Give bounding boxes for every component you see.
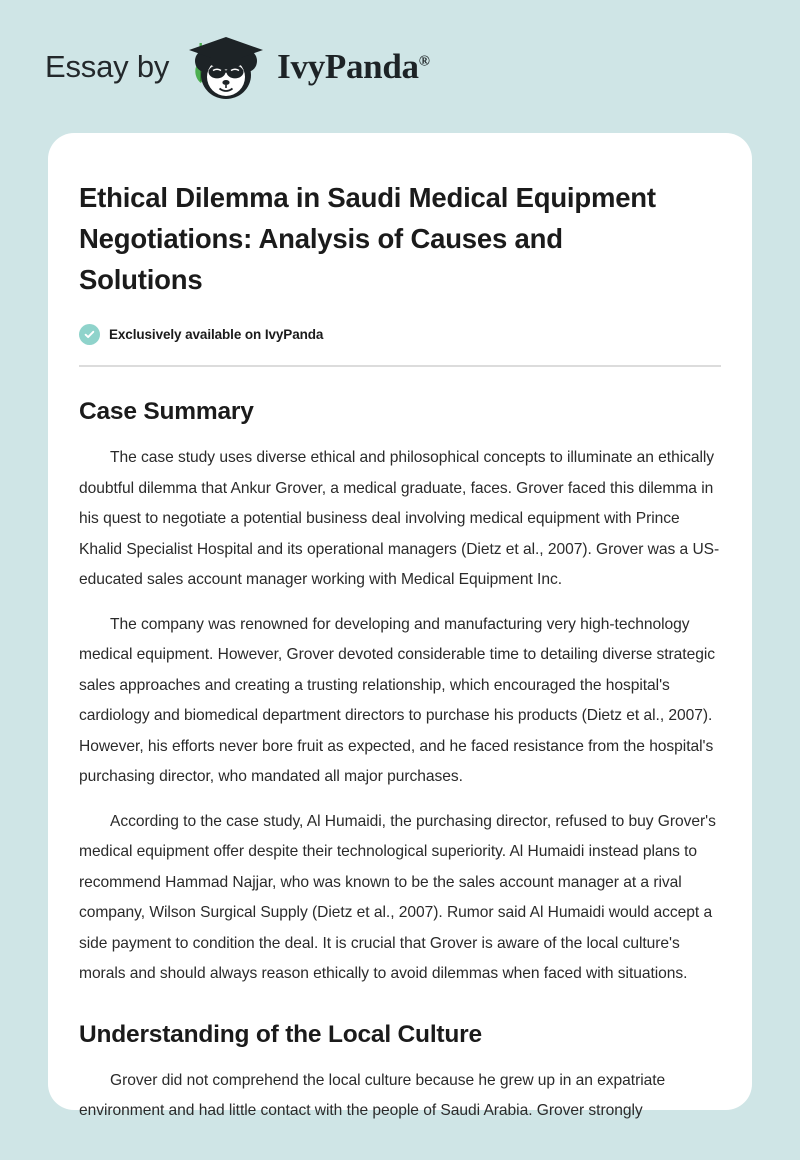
page-title: Ethical Dilemma in Saudi Medical Equipment Negotiations: Analysis of Causes and Solutions: [79, 182, 656, 295]
paragraph: The case study uses diverse ethical and philosophical concepts to illuminate an ethically doubtful dilemma that Ankur Grover, a medical graduate, faces. Grover faced this dilemma in his quest to negotiate a potential business deal involving medical equipment with Prince Khalid Specialist Hospital and its operational managers (Dietz et al., 2007). Grover was a US-educated sales account manager working with Medical Equipment Inc.: [79, 449, 720, 588]
section-heading-case-summary: Case Summary: [79, 398, 254, 425]
ivypanda-wordmark: [277, 49, 429, 84]
title-divider: [79, 365, 721, 367]
essay-by-label: Essay by: [45, 49, 170, 84]
exclusivity-badge-label: Exclusively available on IvyPanda: [109, 327, 324, 342]
paragraph: Grover did not comprehend the local culture because he grew up in an expatriate environment and had little contact with the people of Saudi Arabia. Grover strongly: [79, 1071, 666, 1119]
ivypanda-brand-lockup[interactable]: [45, 31, 430, 103]
exclusivity-badge: [79, 324, 721, 345]
essay-card: [48, 133, 752, 1119]
paragraph: According to the case study, Al Humaidi, the purchasing director, refused to buy Grover's medical equipment offer despite their technological superiority. Al Humaidi instead plans to recommend Hammad Najjar, who was known to be the sales account manager at a rival company, Wilson Surgical Supply (Dietz et al., 2007). Rumor said Al Humaidi would accept a side payment to condition the deal. It is crucial that Grover is aware of the local culture's morals and should always reason ethically to avoid dilemmas when faced with situations.: [79, 812, 716, 982]
registered-mark: ®: [418, 53, 430, 70]
site-header: [0, 0, 800, 133]
panda-graduate-logo-icon: [183, 31, 269, 103]
check-circle-icon: [79, 324, 100, 345]
paragraph: The company was renowned for developing and manufacturing very high-technology medical equipment. However, Grover devoted considerable time to detailing diverse strategic sales approaches and creating a trusting relationship, which encouraged the hospital's cardiology and biomedical department directors to purchase his products (Dietz et al., 2007). However, his efforts never bore fruit as expected, and he faced resistance from the hospital's purchasing director, who mandated all major purchases.: [79, 615, 715, 785]
section-heading-understanding-local-culture: Understanding of the Local Culture: [79, 1020, 482, 1048]
brand-name-text: IvyPanda: [277, 47, 419, 86]
